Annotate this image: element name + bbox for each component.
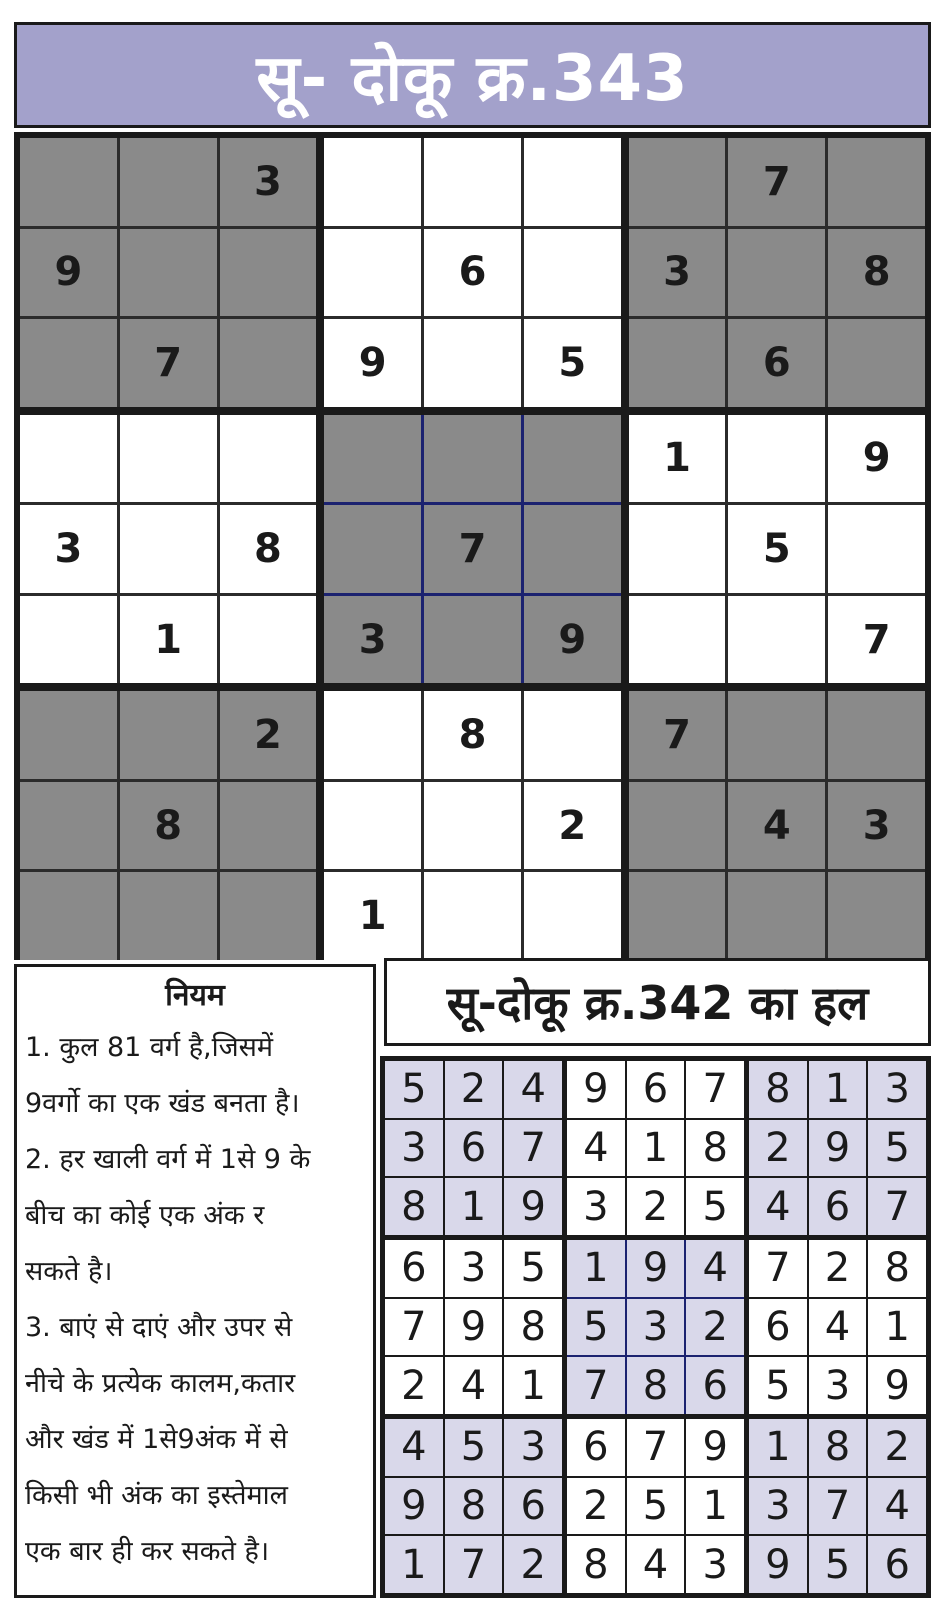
puzzle-cell: 3 [324,596,421,684]
solution-cell: 1 [385,1536,443,1593]
grid-box [629,415,925,684]
sudoku-puzzle-grid [14,132,931,960]
solution-cell: 1 [868,1299,926,1356]
solution-cell: 3 [809,1357,867,1414]
solution-cell: 2 [868,1419,926,1476]
puzzle-cell [324,691,421,779]
puzzle-cell [424,596,521,684]
puzzle-cell [120,229,217,317]
solution-cell: 3 [385,1120,443,1177]
puzzle-cell [120,138,217,226]
solution-cell: 5 [445,1419,503,1476]
rule-line: सकते है। [25,1256,113,1287]
solution-cell: 5 [868,1120,926,1177]
solution-cell: 4 [627,1536,685,1593]
puzzle-cell [629,505,726,593]
solution-cell: 5 [504,1240,562,1297]
sudoku-solution-grid [380,1056,931,1598]
solution-cell: 1 [627,1120,685,1177]
puzzle-cell: 1 [120,596,217,684]
puzzle-cell [629,138,726,226]
solution-cell: 5 [809,1536,867,1593]
puzzle-cell: 8 [424,691,521,779]
puzzle-cell [629,872,726,960]
puzzle-cell: 7 [728,138,825,226]
puzzle-cell [424,782,521,870]
puzzle-cell [629,319,726,407]
solution-cell: 4 [567,1120,625,1177]
puzzle-cell [20,872,117,960]
rule-line: किसी भी अंक का इस्तेमाल [25,1480,288,1511]
puzzle-cell [324,782,421,870]
puzzle-cell [629,782,726,870]
solution-cell: 7 [749,1240,807,1297]
solution-cell: 8 [809,1419,867,1476]
puzzle-cell [424,872,521,960]
puzzle-cell: 2 [220,691,317,779]
puzzle-cell: 6 [728,319,825,407]
puzzle-cell [524,872,621,960]
rule-line: नीचे के प्रत्येक कालम,कतार [25,1368,296,1399]
puzzle-cell: 8 [828,229,925,317]
puzzle-cell: 8 [120,782,217,870]
rule-line: 3. बाएं से दाएं और उपर से [25,1312,293,1343]
puzzle-cell: 9 [20,229,117,317]
puzzle-cell: 9 [324,319,421,407]
grid-box [567,1419,744,1593]
solution-cell: 8 [749,1061,807,1118]
puzzle-cell [524,505,621,593]
page-title: सू- दोकू क्र.343 [14,22,931,128]
solution-cell: 9 [749,1536,807,1593]
solution-cell: 8 [627,1357,685,1414]
solution-cell: 9 [868,1357,926,1414]
solution-cell: 1 [686,1478,744,1535]
solution-cell: 9 [504,1178,562,1235]
grid-box [749,1240,926,1414]
rule-line: एक बार ही कर सकते है। [25,1536,270,1567]
solution-cell: 1 [809,1061,867,1118]
grid-box [324,138,620,407]
puzzle-cell [324,229,421,317]
solution-cell: 6 [567,1419,625,1476]
solution-cell: 3 [445,1240,503,1297]
puzzle-cell [120,505,217,593]
grid-box [324,691,620,960]
puzzle-cell: 7 [629,691,726,779]
solution-cell: 3 [686,1536,744,1593]
puzzle-cell [828,872,925,960]
puzzle-cell [828,319,925,407]
rules-panel [14,964,376,1598]
puzzle-cell: 6 [424,229,521,317]
solution-cell: 7 [445,1536,503,1593]
solution-cell: 8 [504,1299,562,1356]
solution-cell: 6 [385,1240,443,1297]
solution-cell: 9 [385,1478,443,1535]
puzzle-cell: 7 [424,505,521,593]
rule-line: और खंड में 1से9अंक में से [25,1424,288,1455]
solution-cell: 1 [567,1240,625,1297]
solution-cell: 4 [686,1240,744,1297]
solution-cell: 9 [567,1061,625,1118]
rule-line: बीच का कोई एक अंक र [25,1200,265,1231]
puzzle-cell [524,138,621,226]
solution-cell: 6 [868,1536,926,1593]
grid-box [385,1419,562,1593]
puzzle-cell [828,691,925,779]
grid-box [629,138,925,407]
solution-cell: 3 [567,1178,625,1235]
solution-cell: 1 [445,1178,503,1235]
puzzle-cell [629,596,726,684]
grid-box [20,415,316,684]
solution-cell: 2 [567,1478,625,1535]
solution-cell: 2 [504,1536,562,1593]
solution-cell: 8 [445,1478,503,1535]
grid-box [749,1061,926,1235]
puzzle-cell [324,138,421,226]
solution-cell: 5 [385,1061,443,1118]
solution-cell: 5 [567,1299,625,1356]
puzzle-cell [728,691,825,779]
puzzle-cell [828,138,925,226]
solution-cell: 4 [809,1299,867,1356]
solution-cell: 7 [868,1178,926,1235]
puzzle-cell [220,319,317,407]
grid-box [567,1061,744,1235]
puzzle-cell [120,691,217,779]
solution-cell: 2 [809,1240,867,1297]
puzzle-cell: 3 [20,505,117,593]
puzzle-cell [728,872,825,960]
puzzle-cell: 9 [524,596,621,684]
puzzle-cell: 5 [524,319,621,407]
puzzle-cell: 3 [629,229,726,317]
puzzle-cell [220,782,317,870]
puzzle-cell [20,691,117,779]
puzzle-cell: 1 [629,415,726,503]
solution-cell: 8 [567,1536,625,1593]
puzzle-cell [20,596,117,684]
solution-title: सू-दोकू क्र.342 का हल [384,958,931,1046]
solution-cell: 2 [749,1120,807,1177]
puzzle-cell [728,596,825,684]
puzzle-cell [220,415,317,503]
solution-cell: 9 [686,1419,744,1476]
solution-cell: 6 [809,1178,867,1235]
solution-cell: 4 [868,1478,926,1535]
solution-cell: 3 [627,1299,685,1356]
grid-box [629,691,925,960]
solution-cell: 3 [749,1478,807,1535]
solution-cell: 7 [504,1120,562,1177]
solution-cell: 6 [445,1120,503,1177]
solution-cell: 4 [385,1419,443,1476]
solution-cell: 9 [627,1240,685,1297]
solution-cell: 4 [749,1178,807,1235]
puzzle-cell [20,415,117,503]
grid-box [385,1240,562,1414]
puzzle-cell [20,782,117,870]
puzzle-cell [20,319,117,407]
solution-cell: 5 [749,1357,807,1414]
solution-cell: 7 [809,1478,867,1535]
puzzle-cell: 1 [324,872,421,960]
puzzle-cell [220,872,317,960]
puzzle-cell: 7 [828,596,925,684]
solution-cell: 7 [385,1299,443,1356]
puzzle-cell: 5 [728,505,825,593]
solution-cell: 3 [504,1419,562,1476]
rules-heading: नियम [165,978,225,1013]
solution-cell: 7 [627,1419,685,1476]
solution-cell: 9 [809,1120,867,1177]
solution-cell: 8 [868,1240,926,1297]
solution-cell: 2 [627,1178,685,1235]
puzzle-cell: 9 [828,415,925,503]
solution-cell: 8 [385,1178,443,1235]
puzzle-cell [728,415,825,503]
puzzle-cell [828,505,925,593]
puzzle-cell: 4 [728,782,825,870]
puzzle-cell [424,138,521,226]
solution-cell: 1 [504,1357,562,1414]
rule-line: 2. हर खाली वर्ग में 1से 9 के [25,1144,311,1175]
grid-box [567,1240,744,1414]
grid-box [324,415,620,684]
puzzle-cell [120,415,217,503]
solution-cell: 4 [445,1357,503,1414]
solution-cell: 7 [686,1061,744,1118]
solution-cell: 3 [868,1061,926,1118]
rule-line: 9वर्गो का एक खंड बनता है। [25,1088,300,1119]
puzzle-cell: 8 [220,505,317,593]
puzzle-cell [424,319,521,407]
grid-box [385,1061,562,1235]
puzzle-cell [324,505,421,593]
puzzle-cell: 2 [524,782,621,870]
solution-cell: 2 [686,1299,744,1356]
solution-cell: 6 [749,1299,807,1356]
puzzle-cell [424,415,521,503]
solution-cell: 8 [686,1120,744,1177]
rule-line: 1. कुल 81 वर्ग है,जिसमें [25,1032,274,1063]
solution-cell: 5 [686,1178,744,1235]
puzzle-cell [524,415,621,503]
grid-box [20,138,316,407]
puzzle-cell [524,229,621,317]
solution-cell: 2 [445,1061,503,1118]
puzzle-cell: 3 [828,782,925,870]
puzzle-cell [220,229,317,317]
solution-cell: 6 [504,1478,562,1535]
grid-box [749,1419,926,1593]
puzzle-cell [524,691,621,779]
solution-cell: 5 [627,1478,685,1535]
puzzle-cell [20,138,117,226]
solution-cell: 4 [504,1061,562,1118]
puzzle-cell: 3 [220,138,317,226]
solution-cell: 7 [567,1357,625,1414]
solution-cell: 2 [385,1357,443,1414]
solution-cell: 9 [445,1299,503,1356]
solution-cell: 6 [627,1061,685,1118]
puzzle-cell: 7 [120,319,217,407]
puzzle-cell [324,415,421,503]
grid-box [20,691,316,960]
puzzle-cell [220,596,317,684]
puzzle-cell [728,229,825,317]
solution-cell: 1 [749,1419,807,1476]
puzzle-cell [120,872,217,960]
solution-cell: 6 [686,1357,744,1414]
